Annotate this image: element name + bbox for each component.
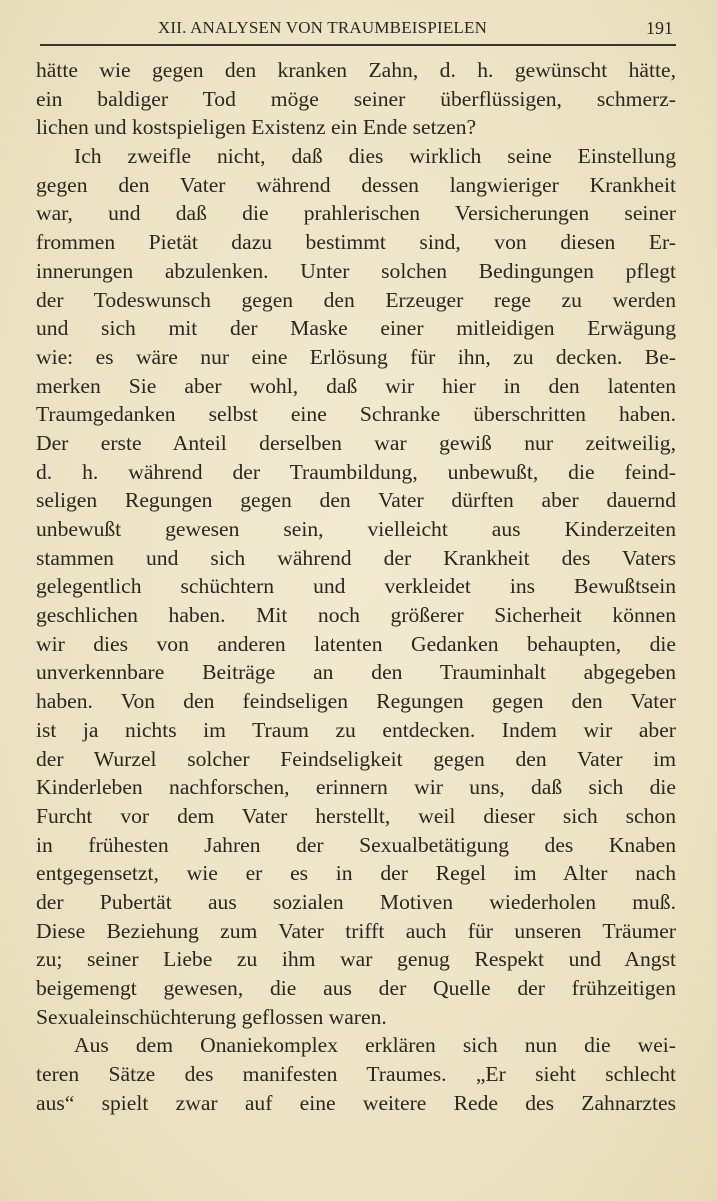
text-line: Traumgedanken selbst eine Schranke überschritten haben.	[36, 402, 676, 427]
text-line: ein baldiger Tod möge seiner überflüssigen, schmerz-	[36, 86, 676, 111]
text-line: merken Sie aber wohl, daß wir hier in den latenten	[36, 373, 676, 398]
text-line: in frühesten Jahren der Sexualbetätigung des Knaben	[36, 832, 676, 857]
text-line: aus“ spielt zwar auf eine weitere Rede des Zahnarztes	[36, 1090, 676, 1115]
text-line: Aus dem Onaniekomplex erklären sich nun die wei-	[74, 1033, 676, 1058]
text-line: Kinderleben nachforschen, erinnern wir uns, daß sich die	[36, 775, 676, 800]
text-line: gegen den Vater während dessen langwieriger Krankheit	[36, 172, 676, 197]
text-line: frommen Pietät dazu bestimmt sind, von diesen Er-	[36, 230, 676, 255]
text-line: Ich zweifle nicht, daß dies wirklich seine Einstellung	[74, 144, 676, 169]
text-line: entgegensetzt, wie er es in der Regel im Alter nach	[36, 861, 676, 886]
text-line: unverkennbare Beiträge an den Trauminhalt abgegeben	[36, 660, 676, 685]
text-line: haben. Von den feindseligen Regungen gegen den Vater	[36, 689, 676, 714]
page-number: 191	[646, 18, 673, 38]
text-line: d. h. während der Traumbildung, unbewußt, die feind-	[36, 459, 676, 484]
text-line: und sich mit der Maske einer mitleidigen Erwägung	[36, 316, 676, 341]
text-line: lichen und kostspieligen Existenz ein Ende setzen?	[36, 115, 477, 140]
text-line: Sexualeinschüchterung geflossen waren.	[36, 1004, 387, 1029]
text-line: Der erste Anteil derselben war gewiß nur zeitweilig,	[36, 430, 676, 455]
text-line: war, und daß die prahlerischen Versicherungen seiner	[36, 201, 676, 226]
text-line: teren Sätze des manifesten Traumes. „Er sieht schlecht	[36, 1062, 676, 1087]
text-line: wir dies von anderen latenten Gedanken behaupten, die	[36, 631, 676, 656]
text-line: der Todeswunsch gegen den Erzeuger rege zu werden	[36, 287, 676, 312]
text-line: ist ja nichts im Traum zu entdecken. Indem wir aber	[36, 717, 676, 742]
running-title: XII. ANALYSEN VON TRAUMBEISPIELEN	[157, 18, 488, 37]
body-text	[36, 56, 676, 1117]
text-line: stammen und sich während der Krankheit des Vaters	[36, 545, 676, 570]
text-line: unbewußt gewesen sein, vielleicht aus Kinderzeiten	[36, 517, 676, 541]
text-line: geschlichen haben. Mit noch größerer Sicherheit können	[36, 603, 676, 628]
text-line: Furcht vor dem Vater herstellt, weil dieser sich schon	[36, 803, 676, 828]
text-line: hätte wie gegen den kranken Zahn, d. h. gewünscht hätte,	[36, 58, 676, 82]
text-line: Diese Beziehung zum Vater trifft auch für unseren Träumer	[36, 918, 676, 943]
text-line: zu; seiner Liebe zu ihm war genug Respekt und Angst	[36, 947, 676, 972]
text-line: innerungen abzulenken. Unter solchen Bedingungen pflegt	[36, 258, 676, 283]
text-line: beigemengt gewesen, die aus der Quelle der frühzeitigen	[36, 976, 676, 1000]
text-line: der Pubertät aus sozialen Motiven wiederholen muß.	[36, 889, 676, 914]
running-head	[40, 18, 675, 44]
text-line: gelegentlich schüchtern und verkleidet ins Bewußtsein	[36, 574, 676, 599]
header-rule	[40, 44, 676, 46]
text-line: wie: es wäre nur eine Erlösung für ihn, zu decken. Be-	[36, 344, 676, 369]
text-line: der Wurzel solcher Feindseligkeit gegen den Vater im	[36, 746, 676, 771]
text-line: seligen Regungen gegen den Vater dürften aber dauernd	[36, 488, 676, 513]
